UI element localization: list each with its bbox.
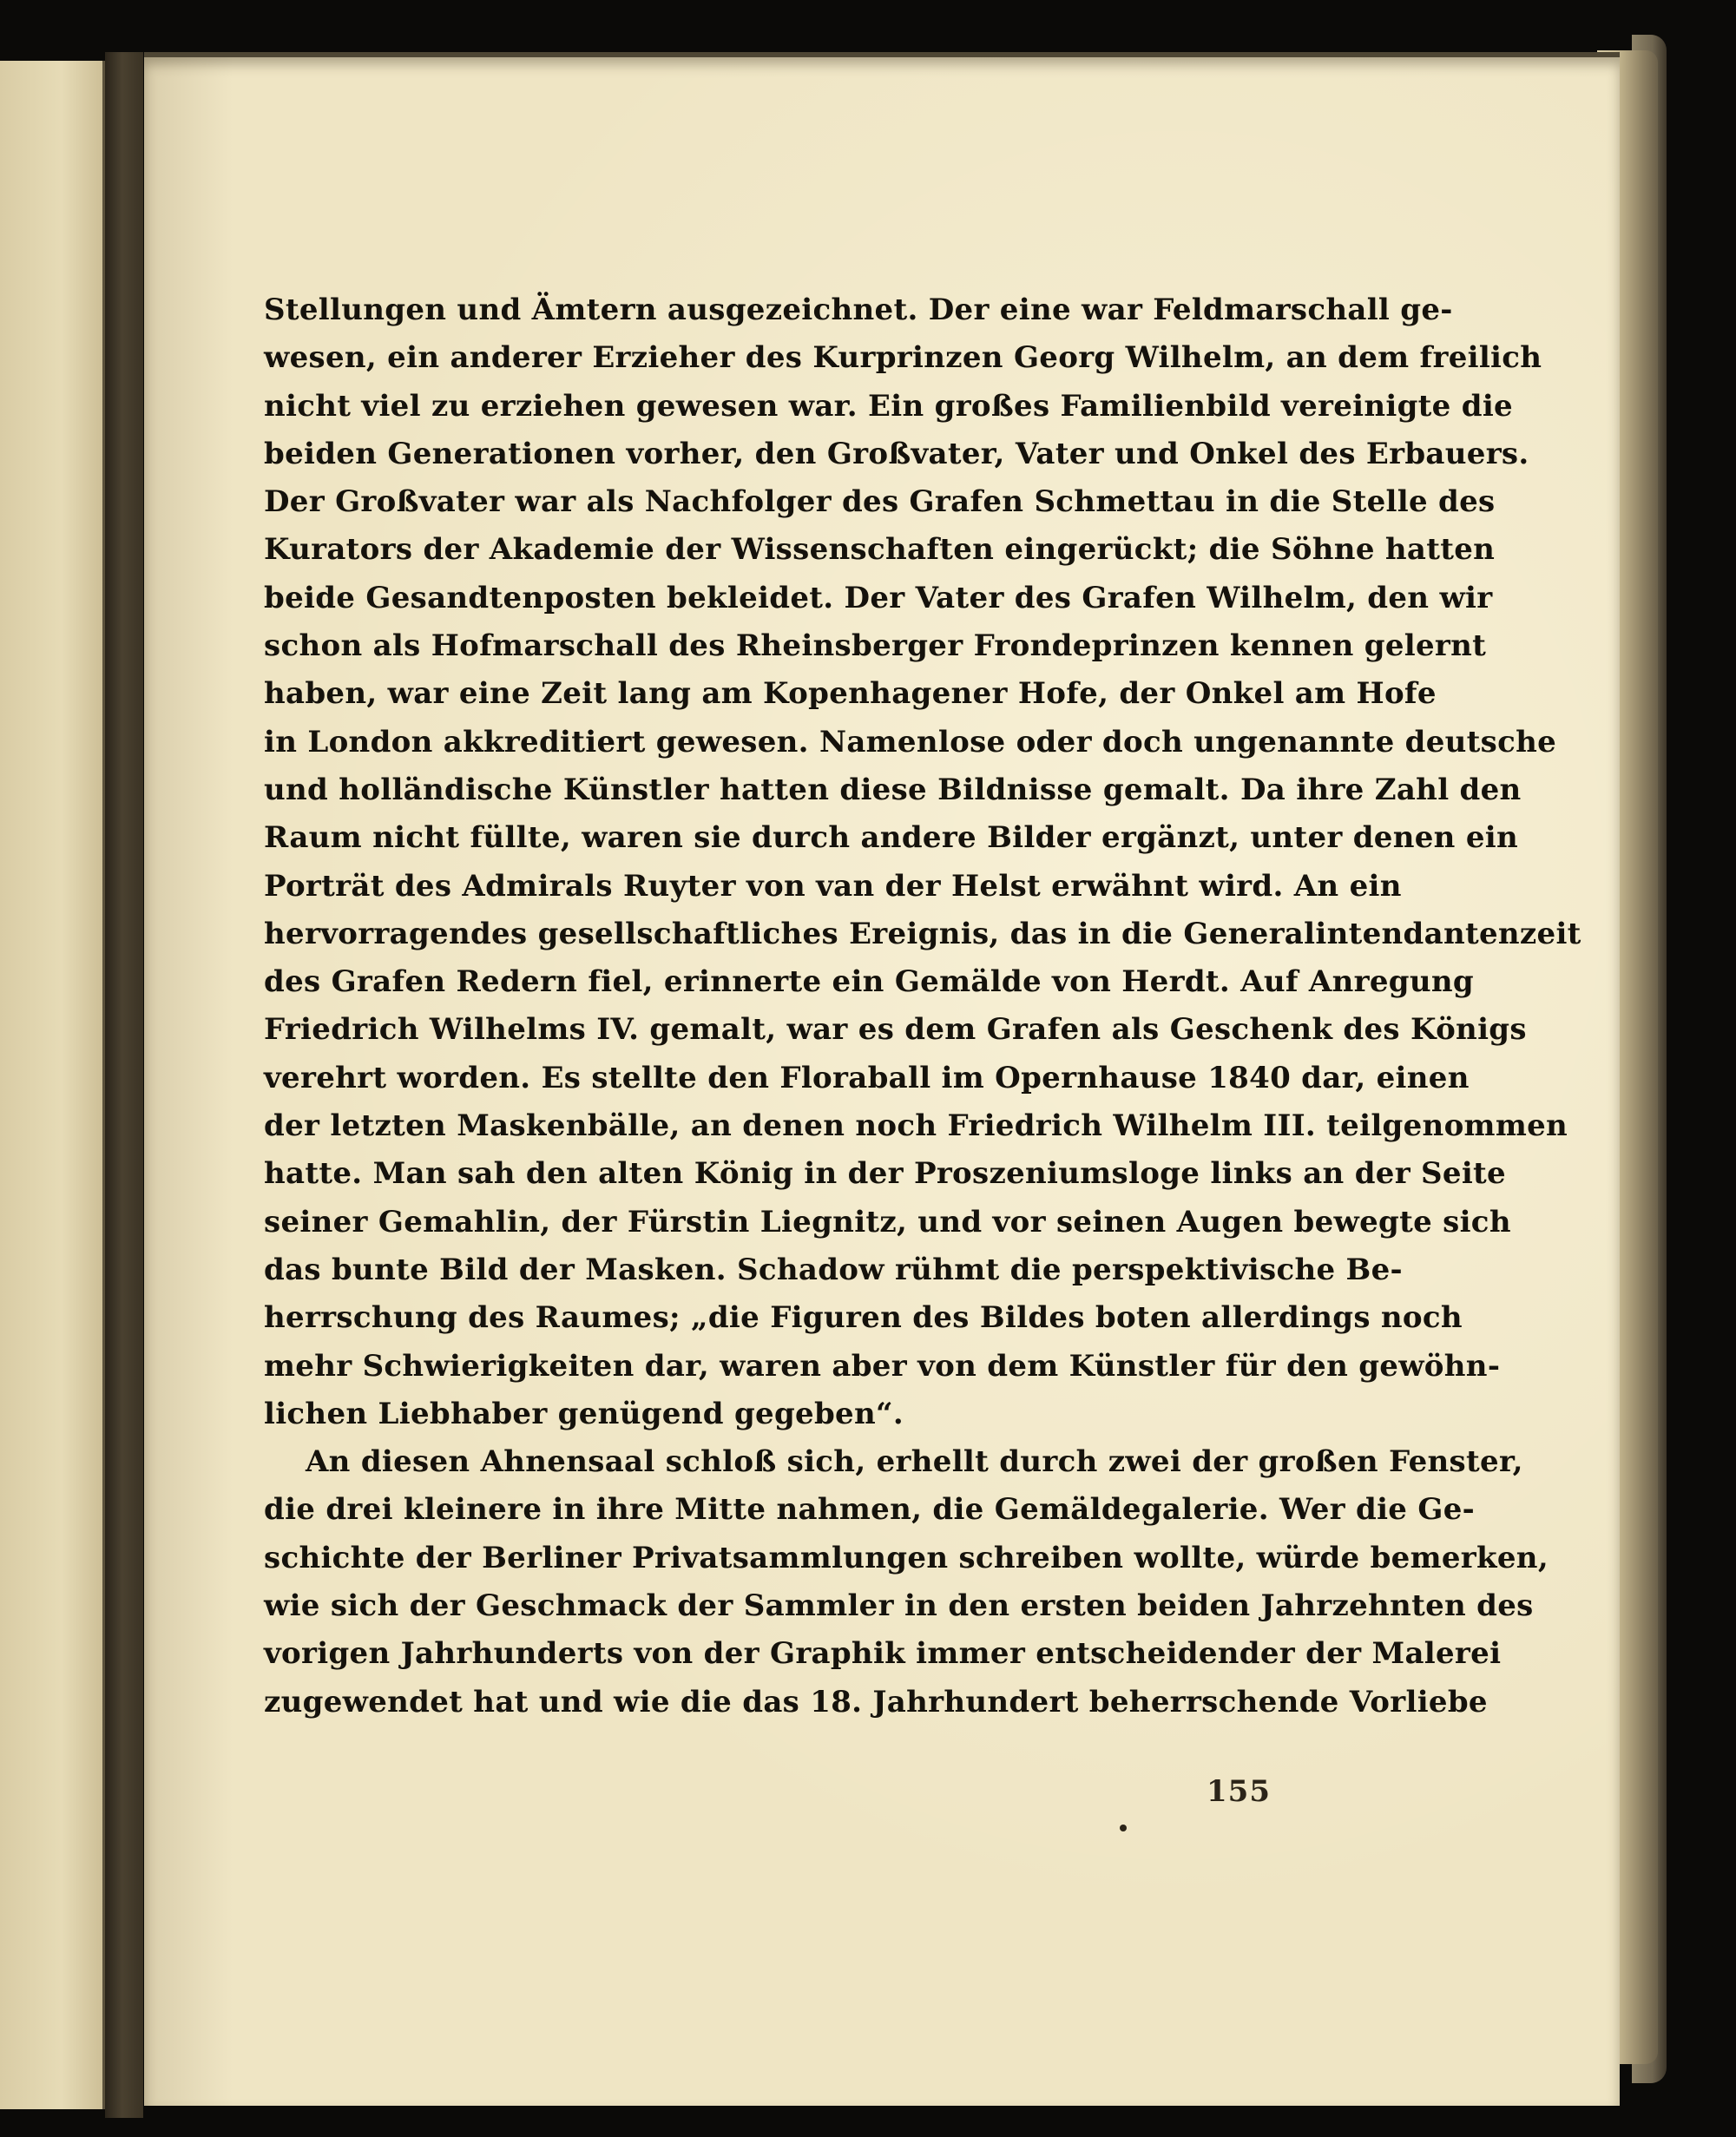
left-page-edge <box>0 61 105 2109</box>
page-number: 155 <box>1207 1774 1271 1809</box>
body-text <box>264 286 1581 1726</box>
text-line: schichte der Berliner Privatsammlungen schreiben wollte, würde bemerken, <box>264 1540 1549 1575</box>
text-line: mehr Schwierigkeiten dar, waren aber von dem Künstler für den gewöhn- <box>264 1348 1501 1384</box>
text-line: und holländische Künstler hatten diese Bildnisse gemalt. Da ihre Zahl den <box>264 772 1522 807</box>
text-line: Der Großvater war als Nachfolger des Grafen Schmettau in die Stelle des <box>264 484 1496 520</box>
text-line: Porträt des Admirals Ruyter von van der Helst erwähnt wird. An ein <box>264 868 1402 904</box>
text-line: hatte. Man sah den alten König in der Proszeniumsloge links an der Seite <box>264 1156 1506 1192</box>
text-line: zugewendet hat und wie die das 18. Jahrhundert beherrschende Vorliebe <box>264 1684 1488 1719</box>
text-line: hervorragendes gesellschaftliches Ereignis, das in die Generalintendantenzeit <box>264 916 1581 951</box>
text-line: Stellungen und Ämtern ausgezeichnet. Der eine war Feldmarschall ge- <box>264 293 1453 327</box>
text-line: der letzten Maskenbälle, an denen noch Friedrich Wilhelm III. teilgenommen <box>264 1108 1568 1144</box>
text-line: verehrt worden. Es stellte den Floraball im Opernhause 1840 dar, einen <box>264 1060 1470 1095</box>
text-line: Kurators der Akademie der Wissenschaften eingerückt; die Söhne hatten <box>264 532 1496 568</box>
text-line: des Grafen Redern fiel, erinnerte ein Gemälde von Herdt. Auf Anregung <box>264 964 1474 1000</box>
paragraph-end-line: lichen Liebhaber genügend gegeben“. <box>264 1396 904 1431</box>
text-line: schon als Hofmarschall des Rheinsberger Frondeprinzen kennen gelernt <box>264 628 1487 664</box>
text-line: beiden Generationen vorher, den Großvater, Vater und Onkel des Erbauers. <box>264 436 1529 471</box>
text-line: in London akkreditiert gewesen. Namenlose oder doch ungenannte deutsche <box>264 724 1557 759</box>
text-line: vorigen Jahrhunderts von der Graphik immer entscheidender der Malerei <box>264 1636 1502 1672</box>
text-line: nicht viel zu erziehen gewesen war. Ein großes Familienbild vereinigte die <box>264 388 1513 424</box>
text-line: Friedrich Wilhelms IV. gemalt, war es dem Grafen als Geschenk des Königs <box>264 1012 1527 1048</box>
text-line: seiner Gemahlin, der Fürstin Liegnitz, und vor seinen Augen bewegte sich <box>264 1204 1511 1239</box>
book-gutter <box>105 52 143 2118</box>
text-line: beide Gesandtenposten bekleidet. Der Vater des Grafen Wilhelm, den wir <box>264 580 1493 615</box>
text-line: das bunte Bild der Masken. Schadow rühmt die perspektivische Be- <box>264 1252 1403 1287</box>
paragraph-start-line: An diesen Ahnensaal schloß sich, erhellt durch zwei der großen Fenster, <box>306 1444 1523 1480</box>
text-line: herrschung des Raumes; „die Figuren des Bildes boten allerdings noch <box>264 1300 1463 1336</box>
ink-speck <box>1120 1825 1127 1831</box>
text-line: wie sich der Geschmack der Sammler in den ersten beiden Jahrzehnten des <box>264 1588 1534 1624</box>
text-line: wesen, ein anderer Erzieher des Kurprinzen Georg Wilhelm, an dem freilich <box>264 340 1542 376</box>
text-line: Raum nicht füllte, waren sie durch andere Bilder ergänzt, unter denen ein <box>264 820 1519 856</box>
text-line: haben, war eine Zeit lang am Kopenhagener Hofe, der Onkel am Hofe <box>264 676 1437 712</box>
text-line: die drei kleinere in ihre Mitte nahmen, die Gemäldegalerie. Wer die Ge- <box>264 1492 1476 1528</box>
